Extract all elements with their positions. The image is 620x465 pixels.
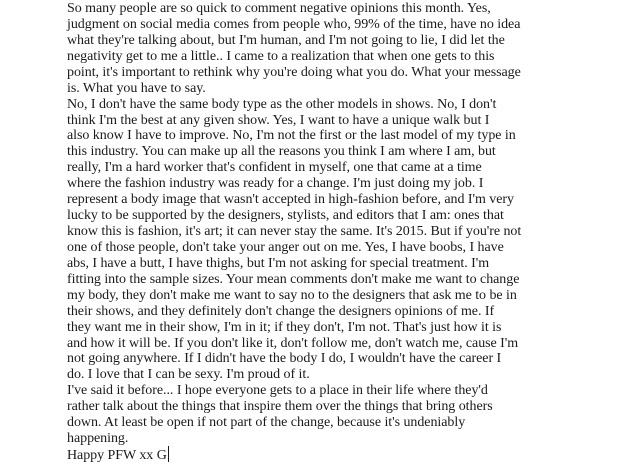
- text-line: negativity get to me a little.. I came to a realization that when one gets to this: [67, 48, 495, 64]
- text-line: this industry. You can make up all the reasons you think I am where I am, but: [67, 144, 496, 160]
- text-line: my body, they don't make me want to say no to the designers that ask me to be in: [67, 287, 517, 303]
- text-line: also know I have to improve. No, I'm not the first or the last model of my type in: [67, 128, 516, 144]
- text-line: really, I'm a hard worker that's confident in myself, one that came at a time: [67, 160, 482, 176]
- text-line: So many people are so quick to comment negative opinions this month. Yes,: [67, 1, 491, 16]
- text-line: No, I don't have the same body type as the other models in shows. No, I don't: [67, 96, 497, 112]
- text-line: represent a body image that wasn't accepted in high-fashion before, and I'm very: [67, 192, 514, 208]
- text-line: abs, I have a butt, I have thighs, but I'm not asking for special treatment. I'm: [67, 255, 490, 271]
- text-line: judgment on social media comes from people who, 99% of the time, have no idea: [67, 16, 521, 32]
- text-line: one of those people, don't take your anger out on me. Yes, I have boobs, I have: [67, 239, 504, 255]
- text-line: their shows, and they definitely don't change the designers opinions of me. If: [67, 303, 495, 319]
- text-line: not going anywhere. If I didn't have the body I do, I wouldn't have the career I: [67, 351, 502, 367]
- text-line: they want me in their show, I'm in it; if they don't, I'm not. That's just how it is: [67, 319, 502, 335]
- text-line: lucky to be supported by the designers, stylists, and editors that I am: ones that: [67, 208, 504, 224]
- text-line: fitting into the sample sizes. Your mean comments don't make me want to change: [67, 271, 520, 287]
- text-line: down. At least be open if not part of the change, because it's undeniably: [67, 415, 466, 431]
- signoff-text: Happy PFW xx G: [67, 448, 167, 463]
- signoff-line: [67, 446, 169, 464]
- text-line: point, it's important to rethink why you're doing what you do. What your message: [67, 64, 521, 80]
- text-line: think I'm the best at any given show. Yes, I want to have a unique walk but I: [67, 112, 490, 128]
- text-line: what they're talking about, but I'm human, and I'm not going to lie, I did let the: [67, 32, 505, 48]
- text-line: and how it will be. If you don't like it, don't follow me, don't watch me, cause I'm: [67, 335, 519, 351]
- text-cursor: [168, 446, 169, 462]
- text-line: is. What you have to say.: [67, 80, 206, 96]
- text-line: know this is fashion, it's art; it can never stay the same. It's 2015. But if you're not: [67, 224, 522, 239]
- text-line: where the fashion industry was ready for a change. I'm just doing my job. I: [67, 176, 484, 192]
- text-line: I've said it before... I hope everyone gets to a place in their life where they'd: [67, 383, 488, 399]
- text-line: happening.: [67, 431, 129, 447]
- text-line: rather talk about the things that inspire them over the things that bring others: [67, 399, 493, 415]
- text-line: do. I love that I can be sexy. I'm proud of it.: [67, 367, 310, 383]
